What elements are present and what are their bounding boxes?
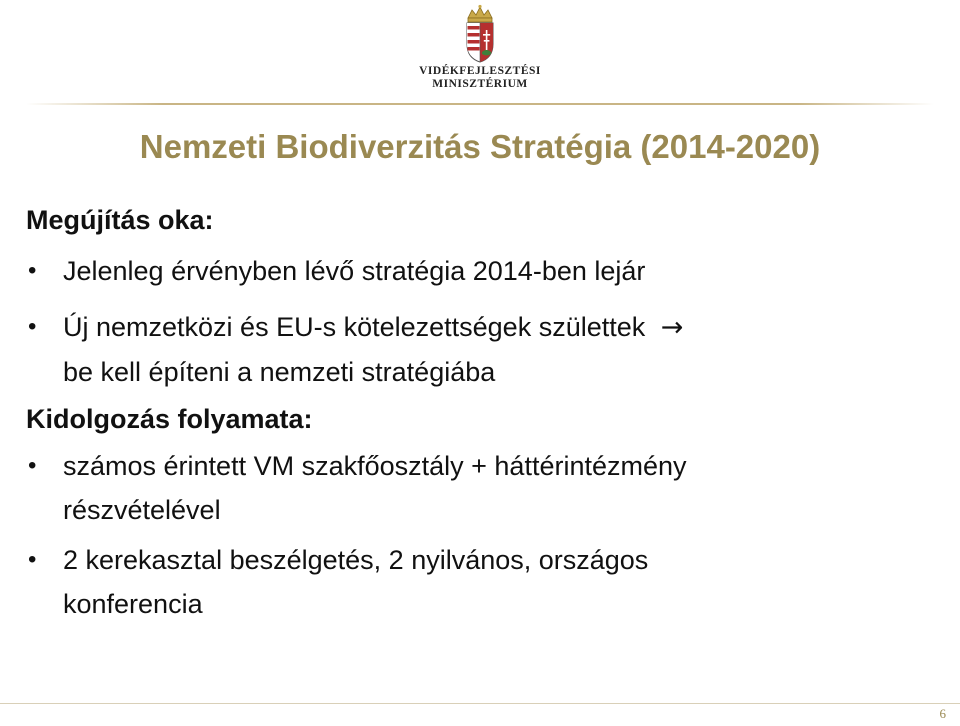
section-heading-process: Kidolgozás folyamata:: [26, 404, 313, 434]
list-item: [26, 254, 936, 288]
bullet-icon: •: [28, 257, 37, 284]
list-item-text: Jelenleg érvényben lévő stratégia 2014-ben lejár: [63, 256, 646, 286]
list-item: [26, 543, 936, 577]
ministry-name-line2: MINISZTÉRIUM: [432, 78, 528, 90]
list-item: [26, 310, 936, 345]
reason-list: [26, 254, 936, 389]
list-item-continuation: [26, 355, 936, 389]
footer-divider: [0, 703, 960, 704]
list-item: [26, 449, 936, 483]
bullet-icon: •: [28, 313, 37, 340]
ministry-logo: [410, 4, 550, 94]
list-item-continuation: [26, 493, 936, 527]
list-item-text: részvételével: [63, 495, 221, 525]
bullet-icon: •: [28, 546, 37, 573]
slide-title: Nemzeti Biodiverzitás Stratégia (2014-2020): [139, 128, 821, 165]
process-list: [26, 449, 936, 621]
list-item-text: be kell építeni a nemzeti stratégiába: [63, 357, 496, 387]
list-item-text: 2 kerekasztal beszélgetés, 2 nyilvános, országos: [63, 545, 649, 575]
ministry-name-line1: VIDÉKFEJLESZTÉSI: [419, 65, 541, 77]
hungarian-coat-of-arms-icon: [462, 4, 498, 64]
list-item-text: konferencia: [63, 589, 203, 619]
section-heading-reason: Megújítás oka:: [26, 205, 214, 235]
slide-body: [26, 200, 936, 621]
page-number: 6: [939, 706, 946, 721]
list-item-text: Új nemzetközi és EU-s kötelezettségek születtek: [63, 312, 646, 342]
list-item-continuation: [26, 587, 936, 621]
bullet-icon: •: [28, 452, 37, 479]
list-item-text: számos érintett VM szakfőosztály + háttérintézmény: [63, 451, 687, 481]
arrow-right-icon: →: [660, 312, 684, 343]
header-divider: [26, 103, 934, 105]
